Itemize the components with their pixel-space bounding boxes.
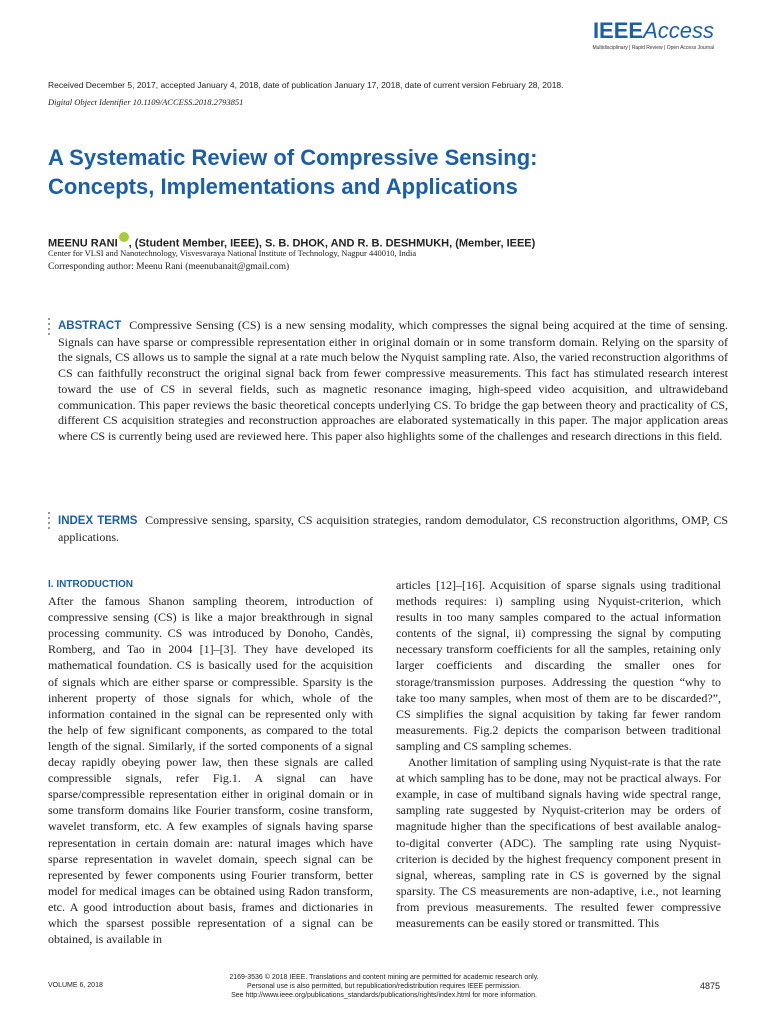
doi: Digital Object Identifier 10.1109/ACCESS.2018.2793851 — [48, 97, 244, 107]
index-terms-marker — [48, 512, 52, 532]
paragraph: articles [12]–[16]. Acquisition of sparse signals using traditional methods requires: i) sampling using Nyquist-criterion, which results in too many samples compared to the actual information contents of the signal, ii) compressing the signal by computing necessary transform coefficients for all the samples, retaining only larger coefficients and discarding the smaller ones for storage/transmission purposes. Addressing the question “why to take too many samples, when most of them are to be discarded?”, CS simplifies the signal acquisition by taking far fewer random measurements. Fig.2 depicts the comparison between traditional sampling and CS sampling schemes. — [396, 578, 721, 753]
abstract-text: Compressive Sensing (CS) is a new sensing modality, which compresses the signal being acquired at the time of sensing. Signals can have sparse or compressible representation either in original domain or in some transform domain. Relying on the sparsity of the signals, CS allows us to sample the signal at a rate much below the Nyquist sampling rate. Also, the varied reconstruction algorithms of CS can faithfully reconstruct the original signal back from fewer compressive measurements. This fact has stimulated research interest toward the use of CS in several fields, such as magnetic resonance imaging, high-speed video acquisition, and ultrawideband communication. This paper reviews the basic theoretical concepts underlying CS. To bridge the gap between theory and practicality of CS, different CS acquisition strategies and reconstruction approaches are elaborated systematically in this paper. The major application areas where CS is currently being used are reviewed here. This paper also highlights some of the challenges and research directions in this field. — [58, 318, 729, 443]
abstract-marker — [48, 318, 52, 338]
index-terms-heading: INDEX TERMS — [58, 515, 138, 527]
volume: VOLUME 6, 2018 — [48, 982, 103, 989]
abstract — [58, 318, 728, 445]
first-author: MEENU RANI — [48, 237, 118, 250]
index-terms-text: Compressive sensing, sparsity, CS acquisition strategies, random demodulator, CS reconstruction algorithms, OMP, CS applications. — [58, 513, 729, 544]
other-authors: , (Student Member, IEEE), S. B. DHOK, AND R. B. DESHMUKH, (Member, IEEE) — [128, 237, 536, 250]
section-heading: I. INTRODUCTION — [48, 579, 133, 590]
footer-license: Personal use is also permitted, but republication/redistribution requires IEEE permission. — [247, 983, 521, 990]
logo-brand: IEEE — [592, 18, 644, 43]
corresponding-author: Corresponding author: Meenu Rani (meenubanait@gmail.com) — [48, 262, 290, 272]
paragraph: Another limitation of sampling using Nyquist-rate is that the rate at which sampling has to be done, may not be practical always. For example, in case of multiband signals having wide spectral range, sampling rate suggested by Nyquist-criterion may be orders of magnitude higher than the specifications of best available analog-to-digital converter (ADC). The sampling rate using Nyquist-criterion is decided by the highest frequency component present in signal, whereas, sampling rate in CS is governed by the signal sparsity. The CS measurements are non-adaptive, i.e., not learning from previous measurements. The resulted fewer compressive measurements can be easily stored or transmitted. This — [396, 755, 721, 930]
footer-license: 2169-3536 © 2018 IEEE. Translations and content mining are permitted for academic research only. — [229, 974, 539, 981]
logo-brand-italic: Access — [643, 18, 714, 43]
page-number: 4875 — [699, 981, 720, 991]
page-footer — [48, 973, 720, 1000]
logo-tagline: Multidisciplinary | Rapid Review | Open Access Journal — [592, 45, 714, 51]
journal-logo — [592, 20, 714, 51]
paper-title: A Systematic Review of Compressive Sensing: Concepts, Implementations and Applications — [48, 145, 538, 199]
intro-paragraph: After the famous Shanon sampling theorem, introduction of compressive sensing (CS) is like a major breakthrough in signal processing community. CS was introduced by Donoho, Candès, Romberg, and Tao in 2004 [1]–[3]. They have developed its mathematical foundation. CS is basically used for the acquisition of signals which are either sparse or compressible. Sparsity is the inherent property of those signals for which, whole of the information contained in the signal can be represented only with the help of few significant components, as compared to the total length of the signal. Similarly, if the sorted components of a signal decay rapidly obeying power law, then these signals are called compressible signals, refer Fig.1. A signal can have sparse/compressible representation either in original domain or in some transform domains like Fourier transform, cosine transform, wavelet transform, etc. A few examples of signals having sparse representation in certain domain are: natural images which have sparse representation in wavelet domain, speech signal can be represented by fewer components using Fourier transform, better model for medical images can be obtained using Radon transform, etc. A good introduction about basis, frames and dictionaries in which the sparsest possible representation of a signal can be obtained, is available in — [48, 594, 373, 947]
footer-rights-link[interactable]: See http://www.ieee.org/publications_standards/publications/rights/index.html for more information. — [231, 992, 537, 999]
publication-dates: Received December 5, 2017, accepted January 4, 2018, date of publication January 17, 2018, date of current version February 28, 2018. — [48, 80, 564, 90]
orcid-icon[interactable] — [119, 232, 129, 242]
column-right — [396, 577, 721, 931]
affiliation: Center for VLSI and Nanotechnology, Visvesvaraya National Institute of Technology, Nagpur 440010, India — [48, 248, 417, 258]
author-list — [48, 232, 535, 250]
abstract-heading: ABSTRACT — [58, 320, 122, 332]
index-terms — [58, 512, 728, 545]
column-left — [48, 577, 373, 947]
